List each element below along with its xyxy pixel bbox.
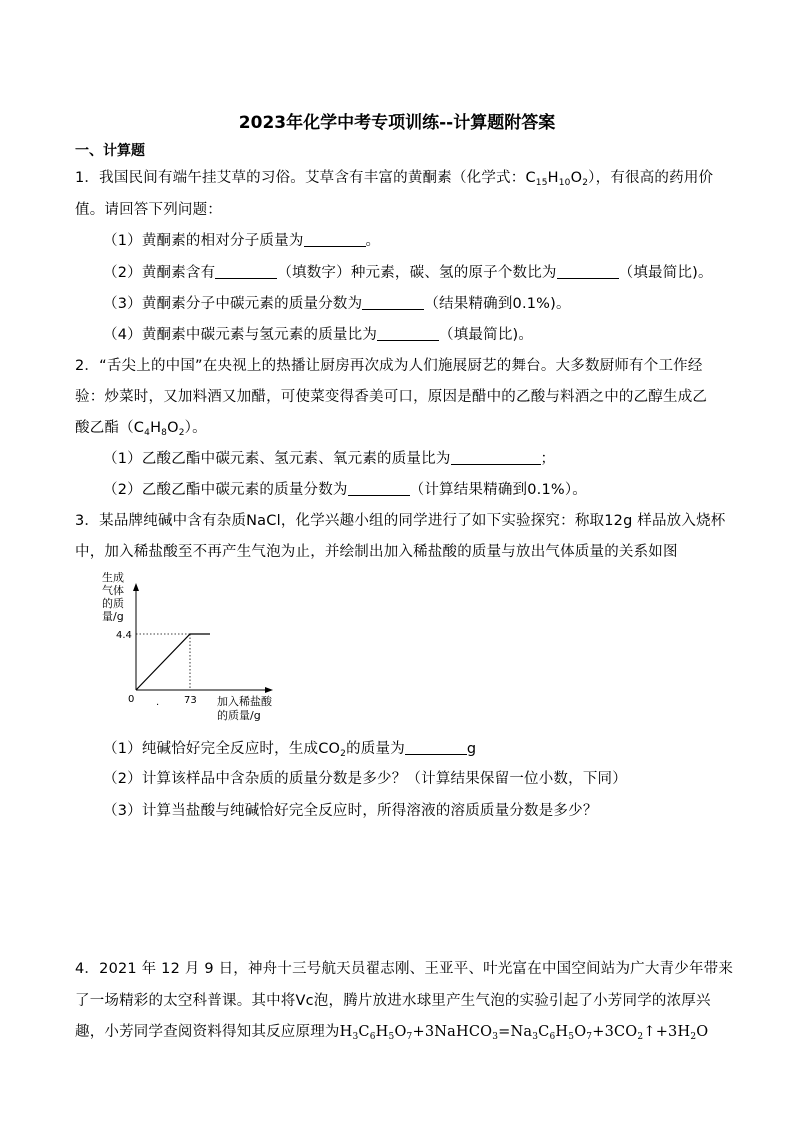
- q4-line2: 了一场精彩的太空科普课。其中将Vc泡，腾片放进水球里产生气泡的实验引起了小芳同学的浓厚兴: [75, 993, 711, 1009]
- y-axis-label-3: 的质: [102, 597, 124, 610]
- section-heading: 一、计算题: [75, 143, 145, 159]
- q2-part1-text-a: （1）乙酸乙酯中碳元素、氢元素、氧元素的质量比为: [103, 451, 451, 467]
- q1-part4-text-a: （4）黄酮素中碳元素与氢元素的质量比为: [103, 327, 378, 343]
- eq-sub: 7: [406, 1032, 413, 1042]
- q2-o-sub: 2: [178, 428, 185, 438]
- q1-part2-text-c: （填最简比)。: [618, 265, 713, 281]
- stray-dot: .: [156, 697, 160, 708]
- q2-number: 2．: [75, 358, 100, 374]
- answer-blank[interactable]: [405, 740, 467, 755]
- answer-blank[interactable]: [362, 295, 424, 310]
- document-title: 2023年化学中考专项训练--计算题附答案: [238, 113, 556, 133]
- q1-part2-text-a: （2）黄酮素含有: [103, 265, 216, 281]
- eq-term: ↑+3H: [643, 1024, 691, 1040]
- q4-line3: [75, 1020, 708, 1042]
- eq-term: H: [555, 1024, 569, 1040]
- q1-part1-text: （1）黄酮素的相对分子质量为: [103, 233, 304, 249]
- q3-part2: （2）计算该样品中含杂质的质量分数是多少？（计算结果保留一位小数，下同）: [103, 771, 627, 787]
- q2-line1: [75, 354, 703, 375]
- q3-part1: [103, 737, 476, 759]
- data-series-line: [136, 634, 210, 690]
- q4-text-1: 2021 年 12 月 9 日，神舟十三号航天员翟志刚、王亚平、叶光富在中国空间站为广大青少年带来: [99, 961, 734, 977]
- q1-part4: [103, 323, 533, 344]
- q2-part1: [103, 447, 555, 468]
- q2-c-sub: 4: [144, 428, 151, 438]
- q2-part2-text-b: （计算结果精确到0.1%）。: [409, 482, 588, 498]
- q1-text-b: ），有很高的药用价: [588, 170, 714, 186]
- eq-term: O: [574, 1024, 587, 1040]
- q4-line1: [75, 957, 733, 978]
- eq-term: C: [538, 1024, 550, 1040]
- q3-co2-sub: 2: [340, 749, 347, 759]
- eq-term: O: [696, 1024, 709, 1040]
- eq-term: O: [394, 1024, 407, 1040]
- answer-blank[interactable]: [377, 326, 439, 341]
- eq-term: +3CO: [592, 1024, 638, 1040]
- q1-part1: [103, 229, 380, 250]
- eq-term: C: [358, 1024, 370, 1040]
- eq-sub: 3: [352, 1032, 359, 1042]
- formula-o: O: [570, 170, 583, 186]
- q4-text-3a: 趣，小芳同学查阅资料得知其反应原理为: [75, 1024, 340, 1040]
- q3-part1-unit: g: [466, 741, 477, 757]
- q2-text-3a: 酸乙酯（C: [75, 420, 145, 436]
- eq-term: H: [375, 1024, 389, 1040]
- eq-sub: 5: [568, 1032, 575, 1042]
- x-axis-arrow: [265, 687, 273, 693]
- formula-h: H: [547, 170, 559, 186]
- eq-sub: 2: [637, 1032, 644, 1042]
- answer-blank[interactable]: [215, 264, 277, 279]
- formula-c-sub: 15: [535, 178, 548, 188]
- eq-sub: 3: [532, 1032, 539, 1042]
- formula-o-sub: 2: [582, 178, 589, 188]
- q1-part3-text-a: （3）黄酮素分子中碳元素的质量分数为: [103, 296, 363, 312]
- answer-blank[interactable]: [304, 232, 366, 247]
- y-tick-label: 4.4: [116, 630, 132, 641]
- answer-blank[interactable]: [348, 481, 410, 496]
- q2-line3: [75, 416, 207, 438]
- q3-number: 3．: [75, 513, 100, 529]
- eq-term: +3NaHCO: [412, 1024, 493, 1040]
- reaction-equation: [340, 1024, 709, 1040]
- y-axis-arrow: [133, 583, 139, 591]
- q3-part3: （3）计算当盐酸与纯碱恰好完全反应时，所得溶液的溶质质量分数是多少？: [103, 803, 598, 819]
- q2-text-3b: ）。: [184, 420, 207, 436]
- q1-number: 1．: [75, 170, 100, 186]
- q2-part2: [103, 478, 587, 499]
- q3-line2: 中，加入稀盐酸至不再产生气泡为止，并绘制出加入稀盐酸的质量与放出气体质量的关系如图: [75, 544, 678, 560]
- q4-number: 4．: [75, 961, 100, 977]
- q1-text-a: 我国民间有端午挂艾草的习俗。艾草含有丰富的黄酮素（化学式：: [99, 170, 526, 186]
- eq-sub: 2: [690, 1032, 697, 1042]
- q2-h: H: [150, 420, 162, 436]
- x-axis-label-2: 的质量/g: [217, 709, 261, 722]
- eq-sub: 6: [369, 1032, 376, 1042]
- q1-line1: [75, 166, 713, 188]
- answer-blank[interactable]: [451, 450, 541, 465]
- eq-term: =Na: [498, 1024, 533, 1040]
- x-tick-label: 73: [184, 695, 197, 706]
- q2-part1-text-b: ；: [540, 451, 556, 467]
- y-axis-label-1: 生成: [102, 571, 124, 584]
- q1-part2-text-b: （填数字）种元素，碳、氢的原子个数比为: [277, 265, 557, 281]
- q1-part4-text-b: （填最简比)。: [439, 327, 534, 343]
- q2-text-1: “舌尖上的中国”在央视上的热播让厨房再次成为人们施展厨艺的舞台。大多数厨师有个工作经: [99, 358, 703, 374]
- x-axis-label-1: 加入稀盐酸: [217, 695, 272, 708]
- eq-term: H: [339, 1024, 353, 1040]
- q2-part2-text-a: （2）乙酸乙酯中碳元素的质量分数为: [103, 482, 348, 498]
- q1-part3-text-b: （结果精确到0.1%)。: [424, 296, 571, 312]
- y-axis-label-4: 量/g: [102, 610, 124, 623]
- formula-c: C: [525, 170, 536, 186]
- eq-sub: 7: [586, 1032, 593, 1042]
- origin-label: 0: [128, 694, 135, 705]
- eq-sub: 6: [549, 1032, 556, 1042]
- answer-blank[interactable]: [557, 264, 619, 279]
- q2-o: O: [167, 420, 179, 436]
- q3-line1: [75, 509, 726, 530]
- y-axis-label-2: 气体: [102, 584, 124, 597]
- eq-sub: 3: [492, 1032, 499, 1042]
- q1-part2: [103, 261, 713, 282]
- q3-text-1: 某品牌纯碱中含有杂质NaCl，化学兴趣小组的同学进行了如下实验探究：称取12g 样品放入烧杯: [99, 513, 726, 529]
- q1-part1-end: 。: [365, 233, 381, 249]
- q3-part1-text-a: （1）纯碱恰好完全反应时，生成CO: [103, 741, 341, 757]
- formula-h-sub: 10: [558, 178, 571, 188]
- eq-sub: 5: [388, 1032, 395, 1042]
- q1-part3: [103, 292, 571, 313]
- q3-part1-text-b: 的质量为: [346, 741, 405, 757]
- q3-graph: [100, 570, 290, 730]
- q1-line2: 值。请回答下列问题：: [75, 202, 222, 218]
- q2-line2: 验：炒菜时，又加料酒又加醋，可使菜变得香美可口，原因是醋中的乙酸与料酒之中的乙醇生成乙: [75, 389, 708, 405]
- q2-h-sub: 8: [161, 428, 168, 438]
